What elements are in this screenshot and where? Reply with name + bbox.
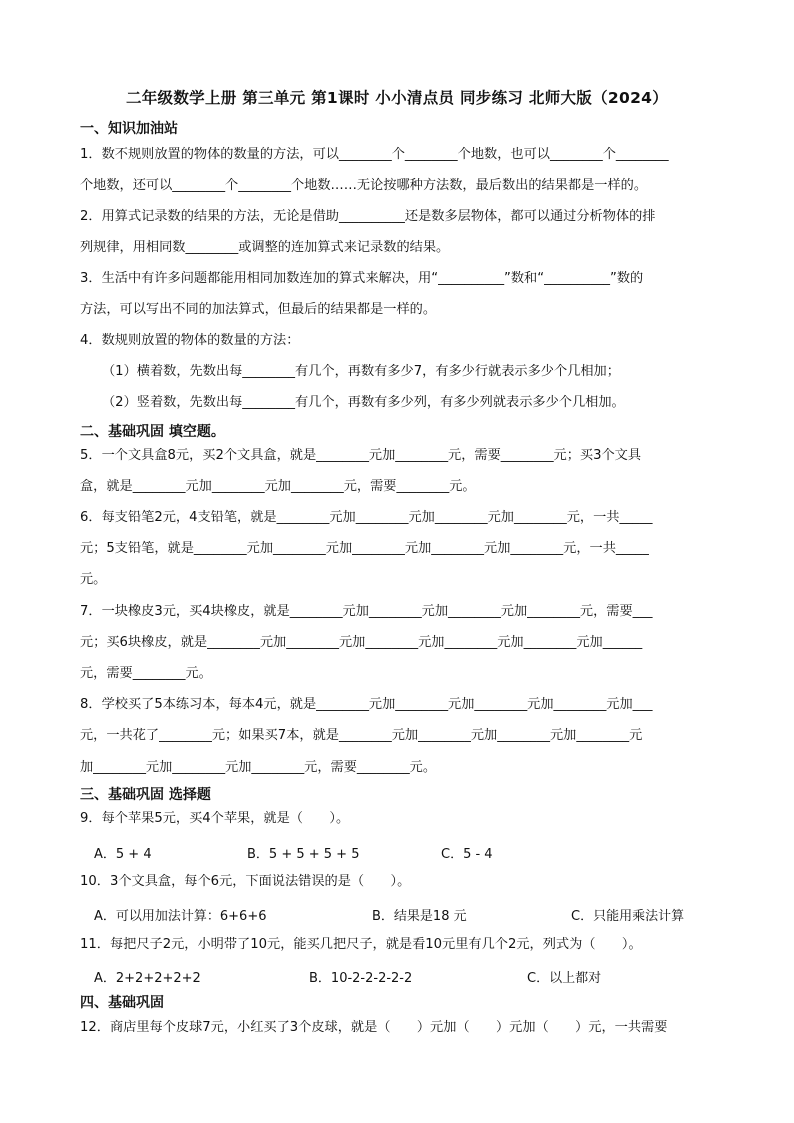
question-11-option-c: C．以上都对 xyxy=(527,971,602,986)
question-3-line-1: 3．生活中有许多问题都能用相同加数连加的算式来解决，用“__________”数和“__________”数的 xyxy=(80,271,644,286)
question-8-line-3: 加________元加________元加________元，需要________元。 xyxy=(80,760,437,775)
question-11-stem: 11．每把尺子2元，小明带了10元，能买几把尺子，就是看10元里有几个2元，列式为（ ）。 xyxy=(80,937,642,952)
question-9-stem: 9．每个苹果5元，买4个苹果，就是（ ）。 xyxy=(80,811,350,826)
question-5-line-1: 5．一个文具盒8元，买2个文具盒，就是________元加________元，需要________元；买3个文具 xyxy=(80,448,642,463)
question-8-line-1: 8．学校买了5本练习本，每本4元，就是________元加________元加________元加________元加___ xyxy=(80,697,653,712)
question-2-line-1: 2．用算式记录数的结果的方法，无论是借助__________还是数多层物体，都可以通过分析物体的排 xyxy=(80,209,656,224)
section-heading-4: 四、基础巩固 xyxy=(80,995,164,1011)
question-3-line-2: 方法，可以写出不同的加法算式，但最后的结果都是一样的。 xyxy=(80,302,437,317)
question-2-line-2: 列规律，用相同数________或调整的连加算式来记录数的结果。 xyxy=(80,240,450,255)
page-title: 二年级数学上册 第三单元 第1课时 小小清点员 同步练习 北师大版（2024） xyxy=(125,89,669,107)
question-9-option-a: A．5 + 4 xyxy=(94,847,152,862)
question-10-option-c: C．只能用乘法计算 xyxy=(571,909,685,924)
question-10-option-b: B．结果是18 元 xyxy=(372,909,467,924)
section-heading-2: 二、基础巩固 填空题。 xyxy=(80,424,225,440)
question-7-line-1: 7．一块橡皮3元，买4块橡皮，就是________元加________元加________元加________元，需要___ xyxy=(80,604,653,619)
question-10-option-a: A．可以用加法计算：6+6+6 xyxy=(94,909,267,924)
question-4-line-2: （1）横着数，先数出每________有几个，再数有多少7，有多少行就表示多少个几相加； xyxy=(102,364,620,379)
question-6-line-2: 元；5支铅笔，就是________元加________元加________元加________元加________元，一共_____ xyxy=(80,541,649,556)
question-7-line-3: 元，需要________元。 xyxy=(80,666,212,681)
question-4-line-3: （2）竖着数，先数出每________有几个，再数有多少列，有多少列就表示多少个几相加。 xyxy=(102,395,625,410)
section-heading-3: 三、基础巩固 选择题 xyxy=(80,787,211,803)
question-12-stem: 12．商店里每个皮球7元，小红买了3个皮球，就是（ ）元加（ ）元加（ ）元，一共需要 xyxy=(80,1020,668,1035)
question-5-line-2: 盒，就是________元加________元加________元，需要________元。 xyxy=(80,479,476,494)
question-6-line-3: 元。 xyxy=(80,572,107,587)
question-1-line-2: 个地数，还可以________个________个地数……无论按哪种方法数，最后数出的结果都是一样的。 xyxy=(80,178,648,193)
question-1-line-1: 1．数不规则放置的物体的数量的方法，可以________个________个地数，也可以________个________ xyxy=(80,147,669,162)
question-9-option-c: C．5 - 4 xyxy=(441,847,493,862)
question-8-line-2: 元，一共花了________元；如果买7本，就是________元加________元加________元加________元 xyxy=(80,728,643,743)
question-10-stem: 10．3个文具盒，每个6元，下面说法错误的是（ ）。 xyxy=(80,874,411,889)
question-6-line-1: 6．每支铅笔2元，4支铅笔，就是________元加________元加________元加________元，一共_____ xyxy=(80,510,653,525)
question-7-line-2: 元；买6块橡皮，就是________元加________元加________元加________元加________元加______ xyxy=(80,635,643,650)
question-4-line-1: 4．数规则放置的物体的数量的方法： xyxy=(80,333,300,348)
section-heading-1: 一、知识加油站 xyxy=(80,121,178,137)
question-11-option-a: A．2+2+2+2+2 xyxy=(94,971,201,986)
question-9-option-b: B．5 + 5 + 5 + 5 xyxy=(247,847,360,862)
question-11-option-b: B．10-2-2-2-2-2 xyxy=(309,971,413,986)
